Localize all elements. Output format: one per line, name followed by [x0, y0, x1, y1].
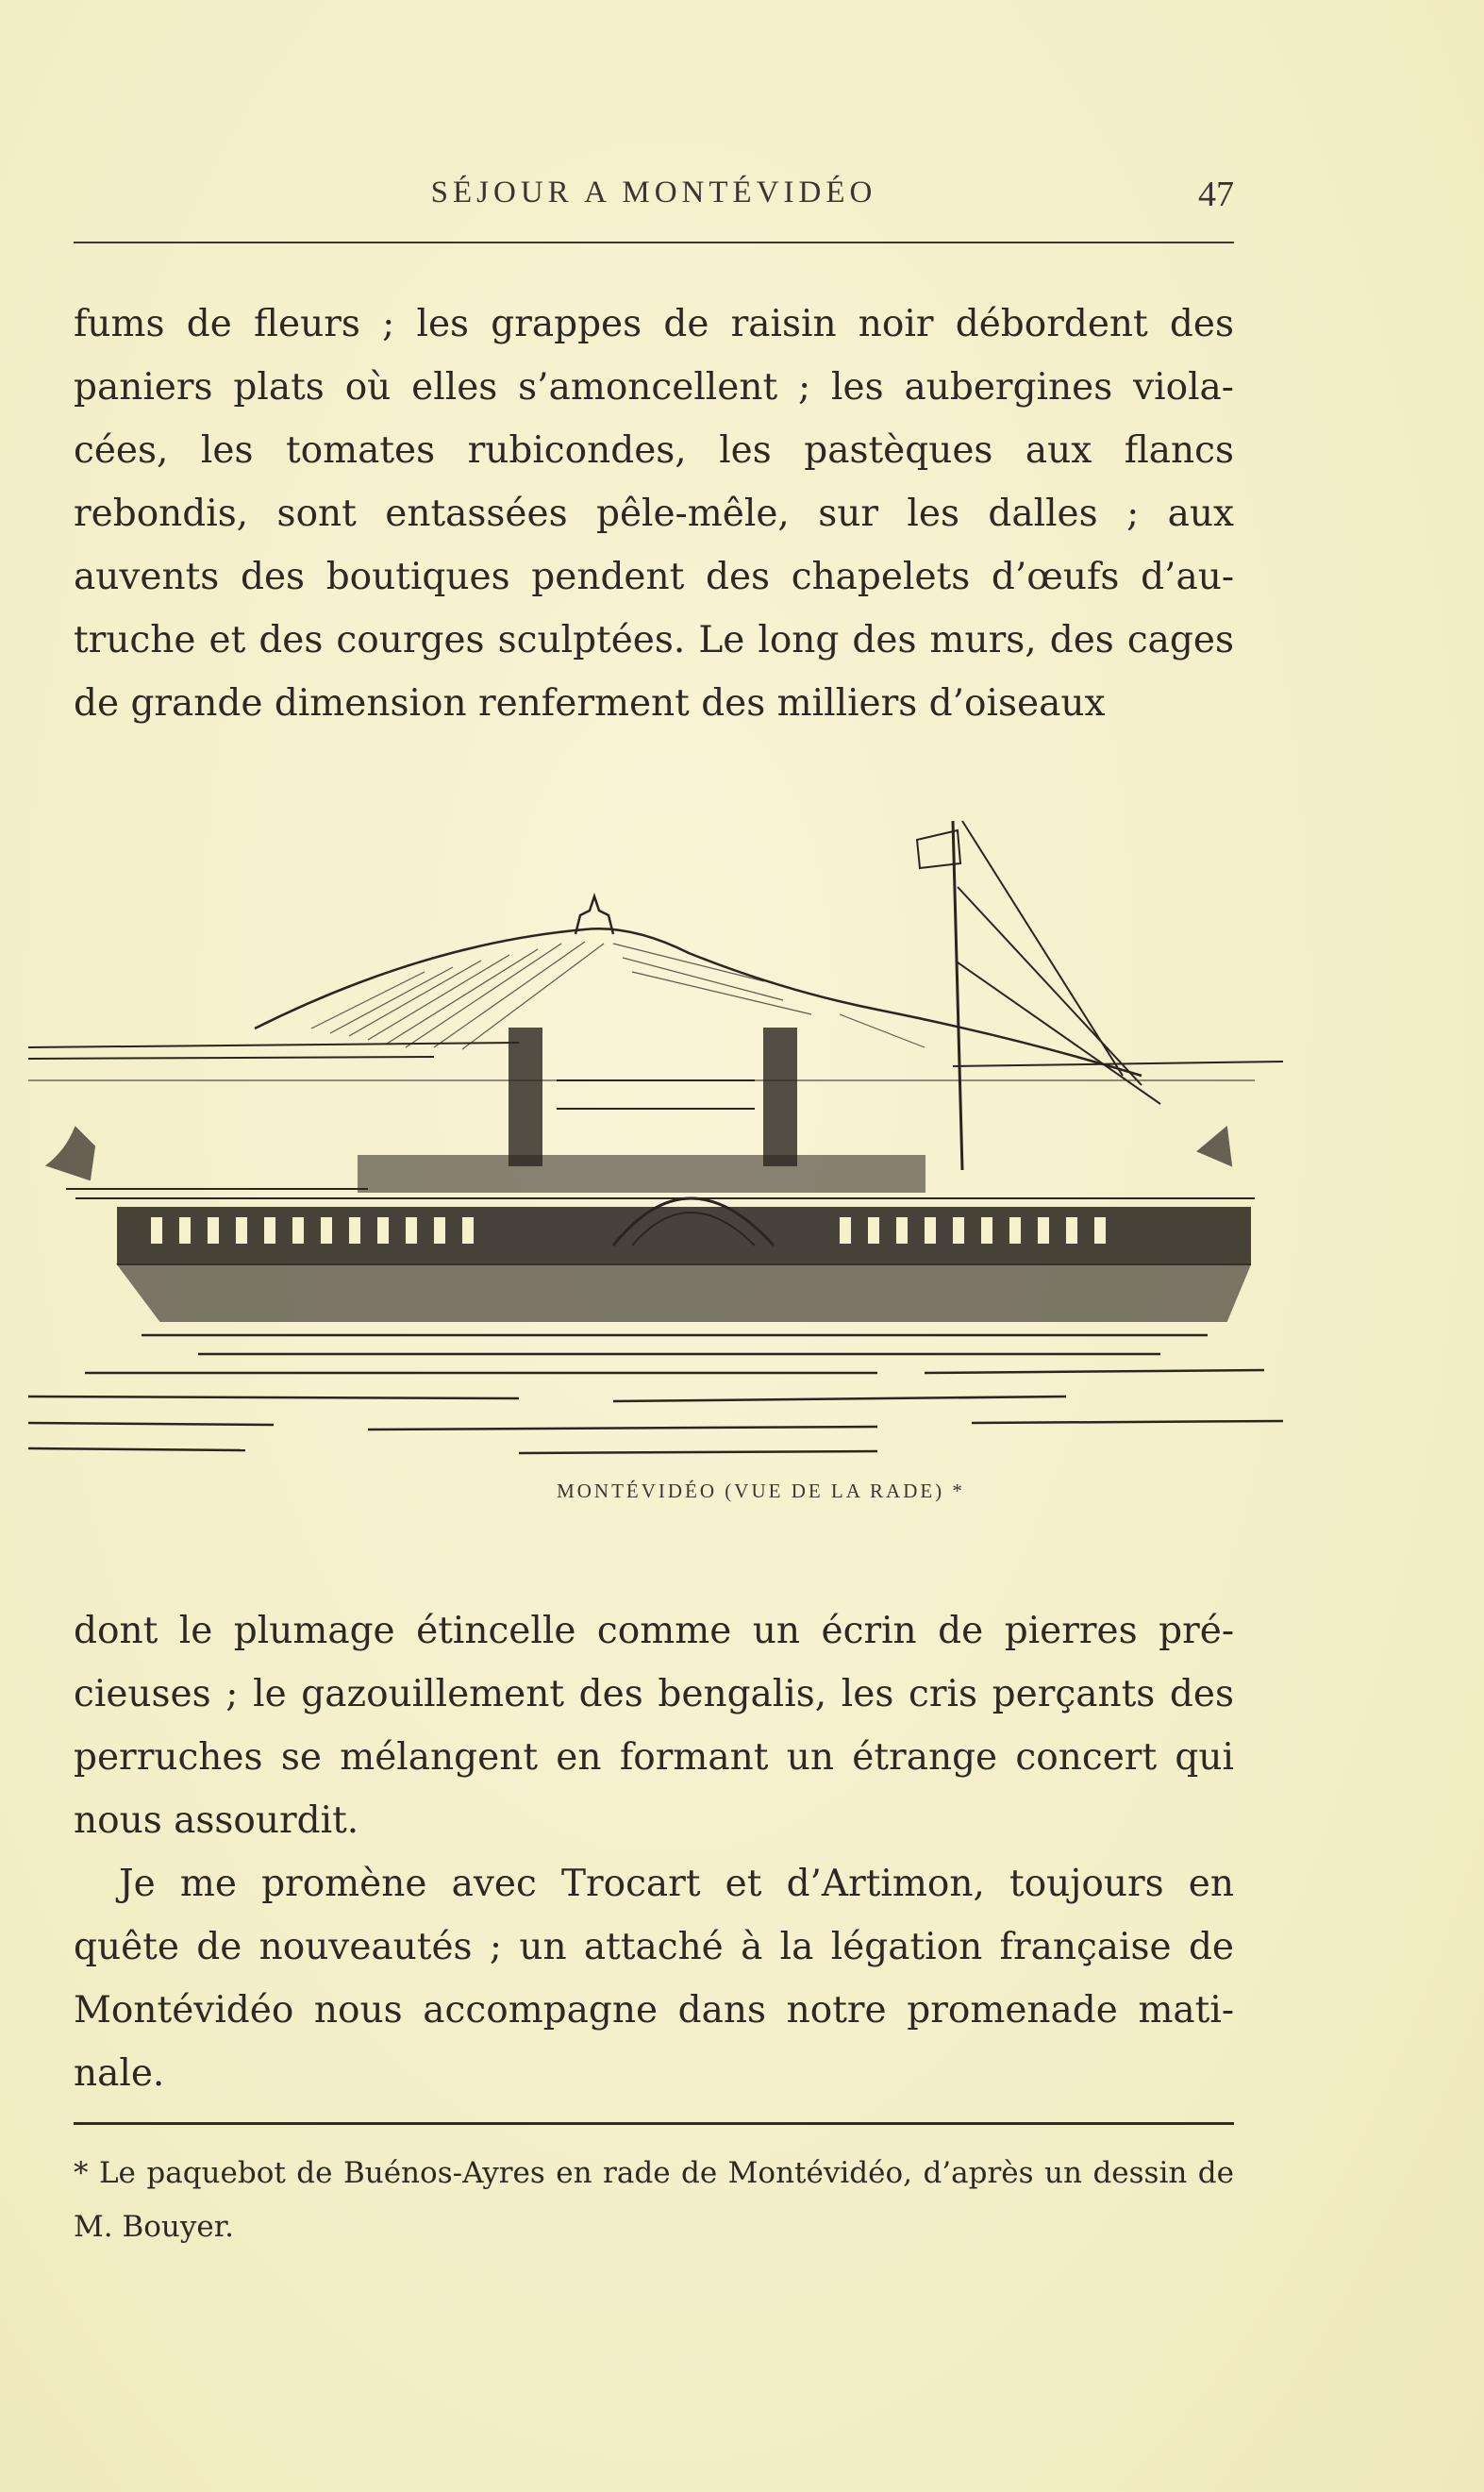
body-text-top — [74, 293, 1234, 735]
figure-caption: MONTÉVIDÉO (VUE DE LA RADE) * — [557, 1480, 965, 1502]
footnote-rule — [74, 2122, 1234, 2125]
paragraph: Je me promène avec Trocart et d’Artimon, toujours en quête de nouveautés ; un attaché à la légation française de Montévidéo nous accompagne dans notre promenade mati-nale. — [74, 1863, 1234, 2095]
body-text-bottom — [74, 1599, 1234, 2105]
paragraph: fums de fleurs ; les grappes de raisin noir débordent des paniers plats où elles s’amoncellent ; les aubergines viola-cées, les tomates rubicondes, les pastèques aux flancs rebondis, sont entassées pêle-mêle, sur les dalles ; aux auvents des boutiques pendent des chapelets d’œufs d’au-truche et des courges sculptées. Le long des murs, des cages de grande dimension renferment des milliers d’oiseaux — [74, 303, 1234, 725]
page-header — [74, 168, 1234, 225]
page-number: 47 — [1198, 175, 1234, 214]
steamship-engraving — [28, 793, 1283, 1472]
footnote: * Le paquebot de Buénos-Ayres en rade de Montévidéo, d’après un dessin de M. Bouyer. — [74, 2156, 1234, 2244]
running-title: SÉJOUR A MONTÉVIDÉO — [430, 176, 877, 209]
header-rule — [74, 242, 1234, 243]
paragraph: dont le plumage étincelle comme un écrin de pierres pré-cieuses ; le gazouillement des bengalis, les cris perçants des perruches se mélangent en formant un étrange concert qui nous assourdit. — [74, 1610, 1234, 1842]
